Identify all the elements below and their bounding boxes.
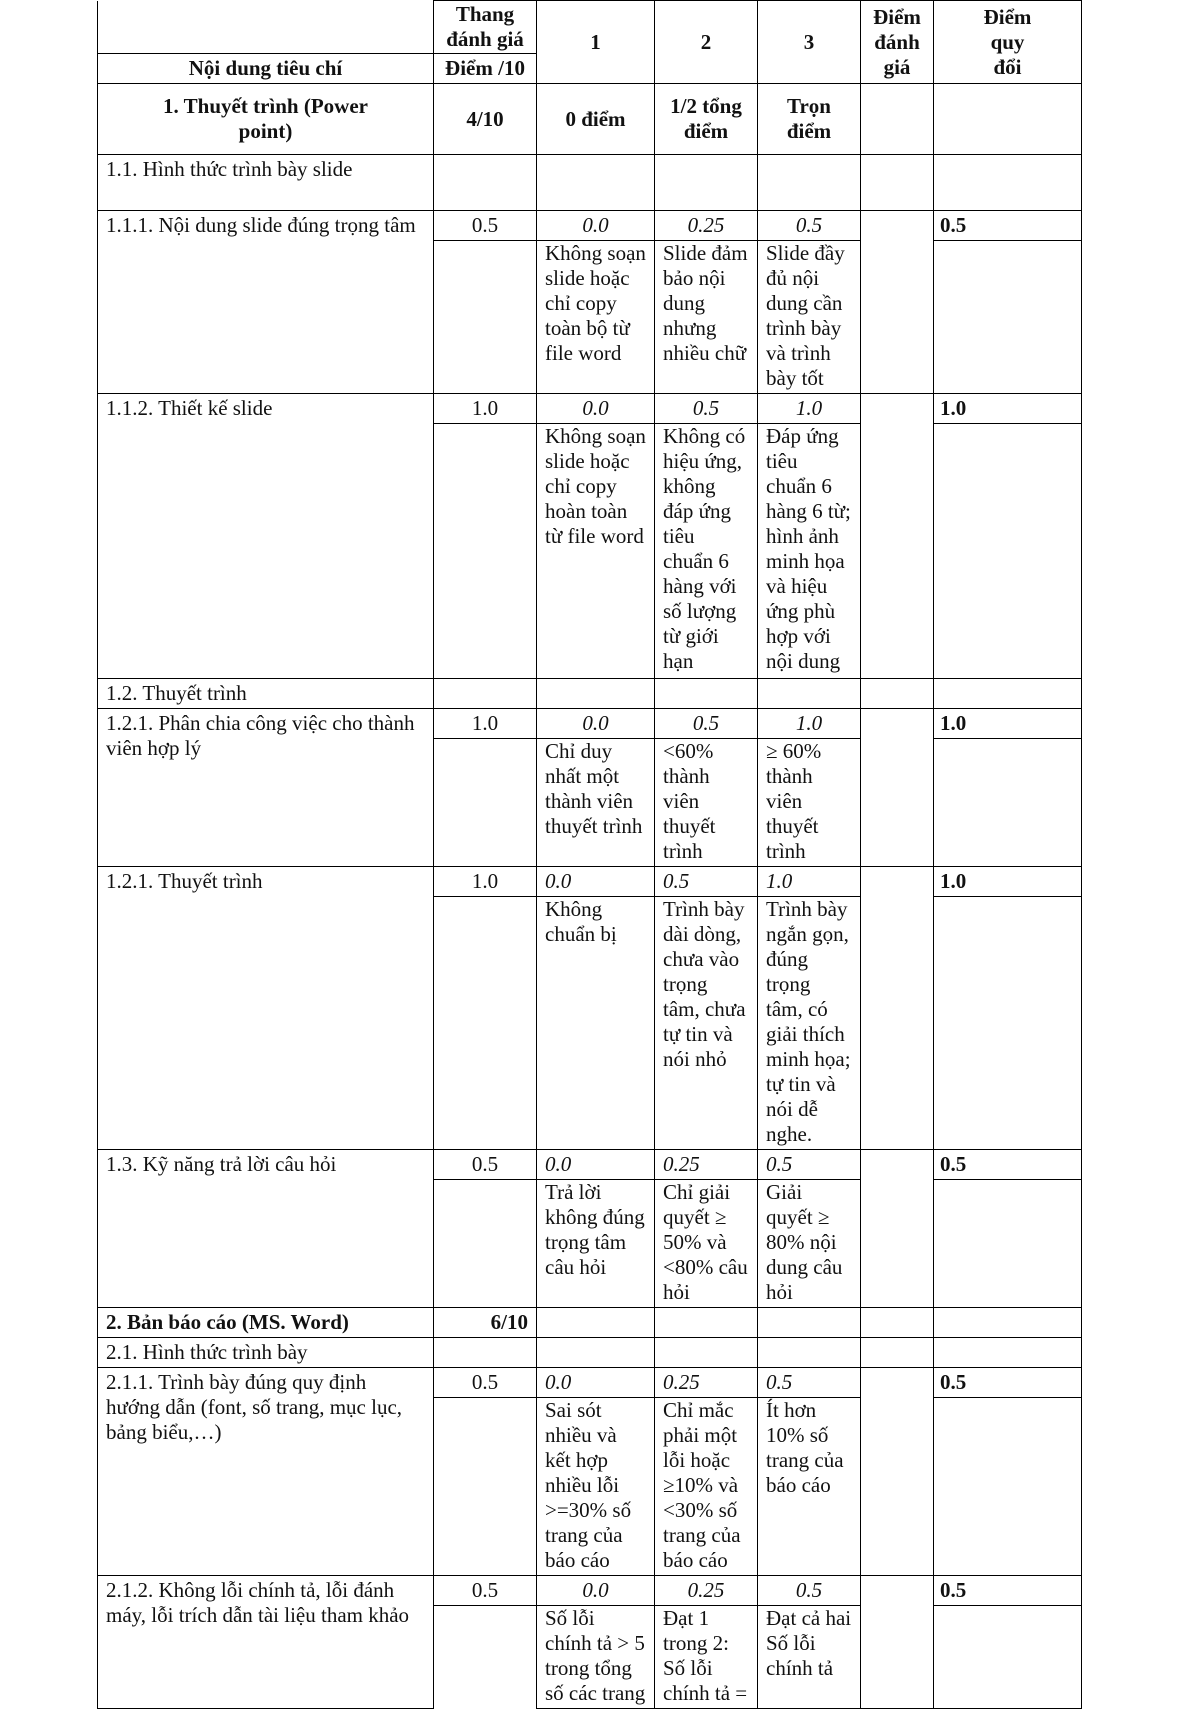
empty-cell	[934, 1308, 1082, 1338]
criteria-desc-2: Chỉ giải quyết ≥ 50% và <80% câu hỏi	[655, 1180, 758, 1308]
criteria-score-3: 1.0	[758, 709, 861, 739]
criteria-converted: 1.0	[934, 709, 1082, 739]
empty-cell	[934, 897, 1082, 1150]
criteria-desc-1: Không soạn slide hoặc chỉ copy hoàn toàn từ file word	[537, 424, 655, 679]
criteria-scale: 0.5	[434, 1576, 537, 1606]
section-2-title: 2. Bản báo cáo (MS. Word)	[98, 1308, 434, 1338]
criteria-row	[98, 709, 1082, 739]
criteria-score-1: 0.0	[537, 1576, 655, 1606]
criteria-scale: 0.5	[434, 1150, 537, 1180]
criteria-label: 1.1.1. Nội dung slide đúng trọng tâm	[98, 211, 434, 394]
criteria-scale: 0.5	[434, 1368, 537, 1398]
criteria-converted: 0.5	[934, 1576, 1082, 1606]
criteria-scale: 1.0	[434, 709, 537, 739]
empty-cell	[758, 155, 861, 211]
criteria-row	[98, 394, 1082, 424]
criteria-desc-2: Chỉ mắc phải một lỗi hoặc ≥10% và <30% số trang của báo cáo	[655, 1398, 758, 1576]
empty-cell	[655, 1338, 758, 1368]
criteria-desc-3: Đạt cả hai Số lỗi chính tả	[758, 1606, 861, 1709]
header-blank-cell	[98, 1, 434, 54]
criteria-row	[98, 1368, 1082, 1398]
criteria-desc-3: Đáp ứng tiêu chuẩn 6 hàng 6 từ; hình ảnh minh họa và hiệu ứng phù hợp với nội dung	[758, 424, 861, 679]
criteria-label: 2.1.2. Không lỗi chính tả, lỗi đánh máy, lỗi trích dẫn tài liệu tham khảo	[98, 1576, 434, 1709]
criteria-row	[98, 211, 1082, 241]
criteria-desc-1: Trả lời không đúng trọng tâm câu hỏi	[537, 1180, 655, 1308]
criteria-label: 1.2.1. Thuyết trình	[98, 867, 434, 1150]
criteria-converted: 0.5	[934, 211, 1082, 241]
empty-cell	[934, 241, 1082, 394]
group-label: 1.2. Thuyết trình	[98, 679, 434, 709]
criteria-score-1: 0.0	[537, 867, 655, 897]
criteria-score-2: 0.5	[655, 394, 758, 424]
empty-cell	[934, 679, 1082, 709]
criteria-label: 1.3. Kỹ năng trả lời câu hỏi	[98, 1150, 434, 1308]
criteria-score-2: 0.25	[655, 1150, 758, 1180]
criteria-score-2: 0.5	[655, 867, 758, 897]
criteria-desc-1: Chỉ duy nhất một thành viên thuyết trình	[537, 739, 655, 867]
criteria-score-1: 0.0	[537, 211, 655, 241]
empty-cell	[861, 211, 934, 394]
empty-cell	[434, 424, 537, 679]
empty-cell	[434, 739, 537, 867]
header-converted: Điểm quy đổi	[934, 1, 1082, 84]
criteria-converted: 1.0	[934, 394, 1082, 424]
empty-cell	[861, 84, 934, 155]
header-level-2: 2	[655, 1, 758, 84]
criteria-score-2: 0.25	[655, 1576, 758, 1606]
criteria-score-3: 1.0	[758, 867, 861, 897]
empty-cell	[434, 1338, 537, 1368]
group-row	[98, 679, 1082, 709]
group-row	[98, 1338, 1082, 1368]
criteria-score-1: 0.0	[537, 394, 655, 424]
criteria-converted: 0.5	[934, 1368, 1082, 1398]
criteria-score-3: 0.5	[758, 211, 861, 241]
group-label: 2.1. Hình thức trình bày	[98, 1338, 434, 1368]
section-1-row	[98, 84, 1082, 155]
criteria-desc-2: Trình bày dài dòng, chưa vào trọng tâm, chưa tự tin và nói nhỏ	[655, 897, 758, 1150]
criteria-row	[98, 1150, 1082, 1180]
empty-cell	[434, 897, 537, 1150]
section-2-row	[98, 1308, 1082, 1338]
criteria-scale: 0.5	[434, 211, 537, 241]
empty-cell	[434, 155, 537, 211]
empty-cell	[861, 709, 934, 867]
criteria-label: 1.1.2. Thiết kế slide	[98, 394, 434, 679]
empty-cell	[934, 424, 1082, 679]
criteria-scale: 1.0	[434, 394, 537, 424]
empty-cell	[934, 1180, 1082, 1308]
criteria-score-2: 0.5	[655, 709, 758, 739]
empty-cell	[758, 1338, 861, 1368]
criteria-converted: 0.5	[934, 1150, 1082, 1180]
empty-cell	[861, 155, 934, 211]
criteria-score-3: 1.0	[758, 394, 861, 424]
criteria-row	[98, 1576, 1082, 1606]
section-2-scale: 6/10	[434, 1308, 537, 1338]
header-level-3: 3	[758, 1, 861, 84]
empty-cell	[934, 1398, 1082, 1576]
empty-cell	[655, 679, 758, 709]
section-1-scale: 4/10	[434, 84, 537, 155]
criteria-desc-3: Trình bày ngắn gọn, đúng trọng tâm, có giải thích minh họa; tự tin và nói dễ nghe.	[758, 897, 861, 1150]
empty-cell	[434, 1398, 537, 1576]
empty-cell	[934, 155, 1082, 211]
empty-cell	[934, 1338, 1082, 1368]
header-score: Điểm đánh giá	[861, 1, 934, 84]
criteria-desc-3: Giải quyết ≥ 80% nội dung câu hỏi	[758, 1180, 861, 1308]
criteria-desc-2: <60% thành viên thuyết trình	[655, 739, 758, 867]
criteria-score-3: 0.5	[758, 1576, 861, 1606]
empty-cell	[537, 1338, 655, 1368]
header-row-1	[98, 1, 1082, 54]
empty-cell	[861, 1338, 934, 1368]
criteria-score-2: 0.25	[655, 211, 758, 241]
empty-cell	[434, 1606, 537, 1709]
criteria-desc-2: Không có hiệu ứng, không đáp ứng tiêu chuẩn 6 hàng với số lượng từ giới hạn	[655, 424, 758, 679]
criteria-score-2: 0.25	[655, 1368, 758, 1398]
section-1-title: 1. Thuyết trình (Power point)	[98, 84, 434, 155]
criteria-score-1: 0.0	[537, 709, 655, 739]
criteria-label: 1.2.1. Phân chia công việc cho thành viên hợp lý	[98, 709, 434, 867]
empty-cell	[861, 394, 934, 679]
rubric-table	[97, 0, 1082, 1709]
header-criteria: Nội dung tiêu chí	[98, 54, 434, 84]
empty-cell	[655, 155, 758, 211]
empty-cell	[861, 1308, 934, 1338]
criteria-score-3: 0.5	[758, 1150, 861, 1180]
criteria-desc-2: Slide đảm bảo nội dung nhưng nhiều chữ	[655, 241, 758, 394]
criteria-desc-3: Ít hơn 10% số trang của báo cáo	[758, 1398, 861, 1576]
section-1-level-3: Trọn điểm	[758, 84, 861, 155]
criteria-desc-3: Slide đầy đủ nội dung cần trình bày và trình bày tốt	[758, 241, 861, 394]
empty-cell	[537, 155, 655, 211]
criteria-desc-1: Số lỗi chính tả > 5 trong tổng số các trang	[537, 1606, 655, 1709]
header-level-1: 1	[537, 1, 655, 84]
criteria-desc-2: Đạt 1 trong 2: Số lỗi chính tả =	[655, 1606, 758, 1709]
empty-cell	[434, 1180, 537, 1308]
criteria-converted: 1.0	[934, 867, 1082, 897]
criteria-desc-1: Không chuẩn bị	[537, 897, 655, 1150]
criteria-desc-3: ≥ 60% thành viên thuyết trình	[758, 739, 861, 867]
empty-cell	[861, 1576, 934, 1709]
criteria-row	[98, 867, 1082, 897]
group-label: 1.1. Hình thức trình bày slide	[98, 155, 434, 211]
empty-cell	[861, 1150, 934, 1308]
empty-cell	[934, 84, 1082, 155]
empty-cell	[655, 1308, 758, 1338]
criteria-score-3: 0.5	[758, 1368, 861, 1398]
empty-cell	[861, 867, 934, 1150]
criteria-desc-1: Sai sót nhiều và kết hợp nhiều lỗi >=30% số trang của báo cáo	[537, 1398, 655, 1576]
empty-cell	[537, 1308, 655, 1338]
empty-cell	[861, 679, 934, 709]
criteria-score-1: 0.0	[537, 1150, 655, 1180]
empty-cell	[758, 1308, 861, 1338]
empty-cell	[934, 739, 1082, 867]
empty-cell	[758, 679, 861, 709]
criteria-desc-1: Không soạn slide hoặc chỉ copy toàn bộ từ file word	[537, 241, 655, 394]
criteria-label: 2.1.1. Trình bày đúng quy định hướng dẫn (font, số trang, mục lục, bảng biểu,…)	[98, 1368, 434, 1576]
empty-cell	[934, 1606, 1082, 1709]
empty-cell	[434, 679, 537, 709]
criteria-score-1: 0.0	[537, 1368, 655, 1398]
empty-cell	[861, 1368, 934, 1576]
criteria-scale: 1.0	[434, 867, 537, 897]
header-scale: Thang đánh giá	[434, 1, 537, 54]
section-1-level-2: 1/2 tổng điểm	[655, 84, 758, 155]
empty-cell	[537, 679, 655, 709]
header-scale-sub: Điểm /10	[434, 54, 537, 84]
group-row	[98, 155, 1082, 211]
empty-cell	[434, 241, 537, 394]
section-1-level-1: 0 điểm	[537, 84, 655, 155]
